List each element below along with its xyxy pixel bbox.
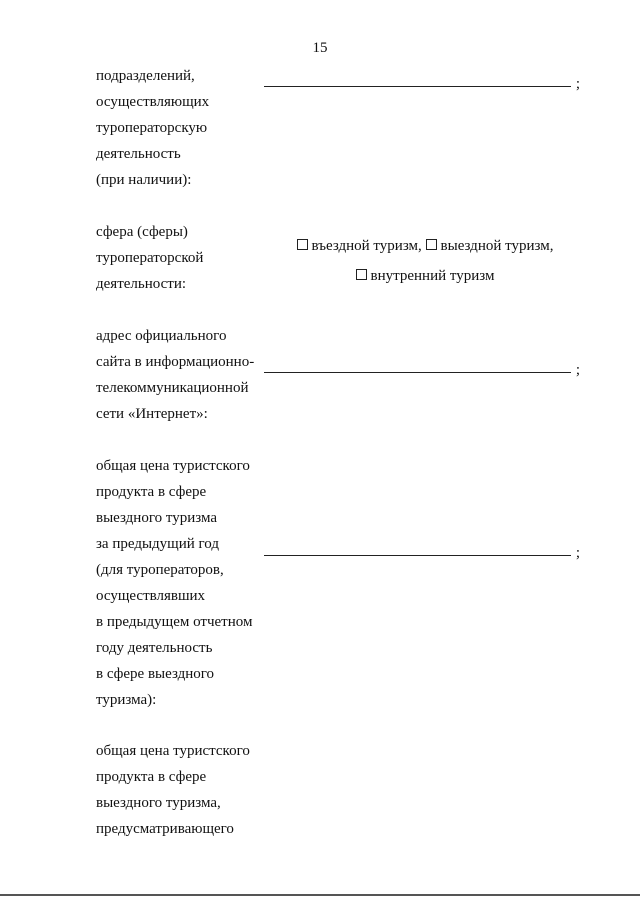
- option-inbound[interactable]: [297, 238, 422, 254]
- sphere-options: [260, 231, 590, 291]
- checkbox-icon[interactable]: [356, 269, 367, 280]
- label-line: туроператорскую: [96, 120, 208, 136]
- label-line: за предыдущий год: [96, 536, 219, 552]
- semicolon: ;: [575, 362, 580, 378]
- option-label: внутренний туризм: [370, 268, 495, 284]
- label-line: деятельность: [96, 146, 181, 162]
- semicolon: ;: [575, 76, 580, 92]
- price-planned-label: [96, 738, 250, 842]
- label-line: в сфере выездного: [96, 666, 215, 682]
- fill-in-line: [264, 86, 571, 87]
- checkbox-icon[interactable]: [426, 239, 437, 250]
- label-line: туризма):: [96, 692, 157, 708]
- scan-edge: [0, 894, 640, 896]
- semicolon: ;: [575, 545, 580, 561]
- label-line: выездного туризма,: [96, 795, 221, 811]
- label-line: выездного туризма: [96, 510, 217, 526]
- fill-in-line: [264, 372, 571, 373]
- option-label: выездной туризм,: [440, 238, 554, 254]
- label-line: деятельности:: [96, 276, 187, 292]
- label-line: общая цена туристского: [96, 743, 250, 759]
- label-line: продукта в сфере: [96, 769, 207, 785]
- label-line: сфера (сферы): [96, 224, 188, 240]
- price-prev-year-blank-field[interactable]: [264, 540, 580, 561]
- label-line: продукта в сфере: [96, 484, 207, 500]
- label-line: году деятельность: [96, 640, 213, 656]
- price-prev-year-label: [96, 453, 252, 713]
- option-label: въездной туризм,: [311, 238, 422, 254]
- label-line: предусматривающего: [96, 821, 234, 837]
- label-line: в предыдущем отчетном: [96, 614, 253, 630]
- label-line: осуществлявших: [96, 588, 206, 604]
- page-number: 15: [312, 40, 328, 56]
- subdivisions-label: [96, 63, 209, 193]
- website-blank-field[interactable]: [264, 357, 580, 378]
- checkbox-icon[interactable]: [297, 239, 308, 250]
- label-line: телекоммуникационной: [96, 380, 249, 396]
- label-line: адрес официального: [96, 328, 227, 344]
- label-line: (при наличии):: [96, 172, 192, 188]
- label-line: общая цена туристского: [96, 458, 250, 474]
- label-line: сети «Интернет»:: [96, 406, 208, 422]
- sphere-label: [96, 219, 203, 297]
- subdivisions-blank-field[interactable]: [264, 71, 580, 92]
- label-line: (для туроператоров,: [96, 562, 224, 578]
- fill-in-line: [264, 555, 571, 556]
- option-domestic[interactable]: [356, 268, 495, 284]
- label-line: подразделений,: [96, 68, 195, 84]
- option-outbound[interactable]: [426, 238, 554, 254]
- label-line: туроператорской: [96, 250, 204, 266]
- website-label: [96, 323, 254, 427]
- label-line: сайта в информационно-: [96, 354, 255, 370]
- label-line: осуществляющих: [96, 94, 210, 110]
